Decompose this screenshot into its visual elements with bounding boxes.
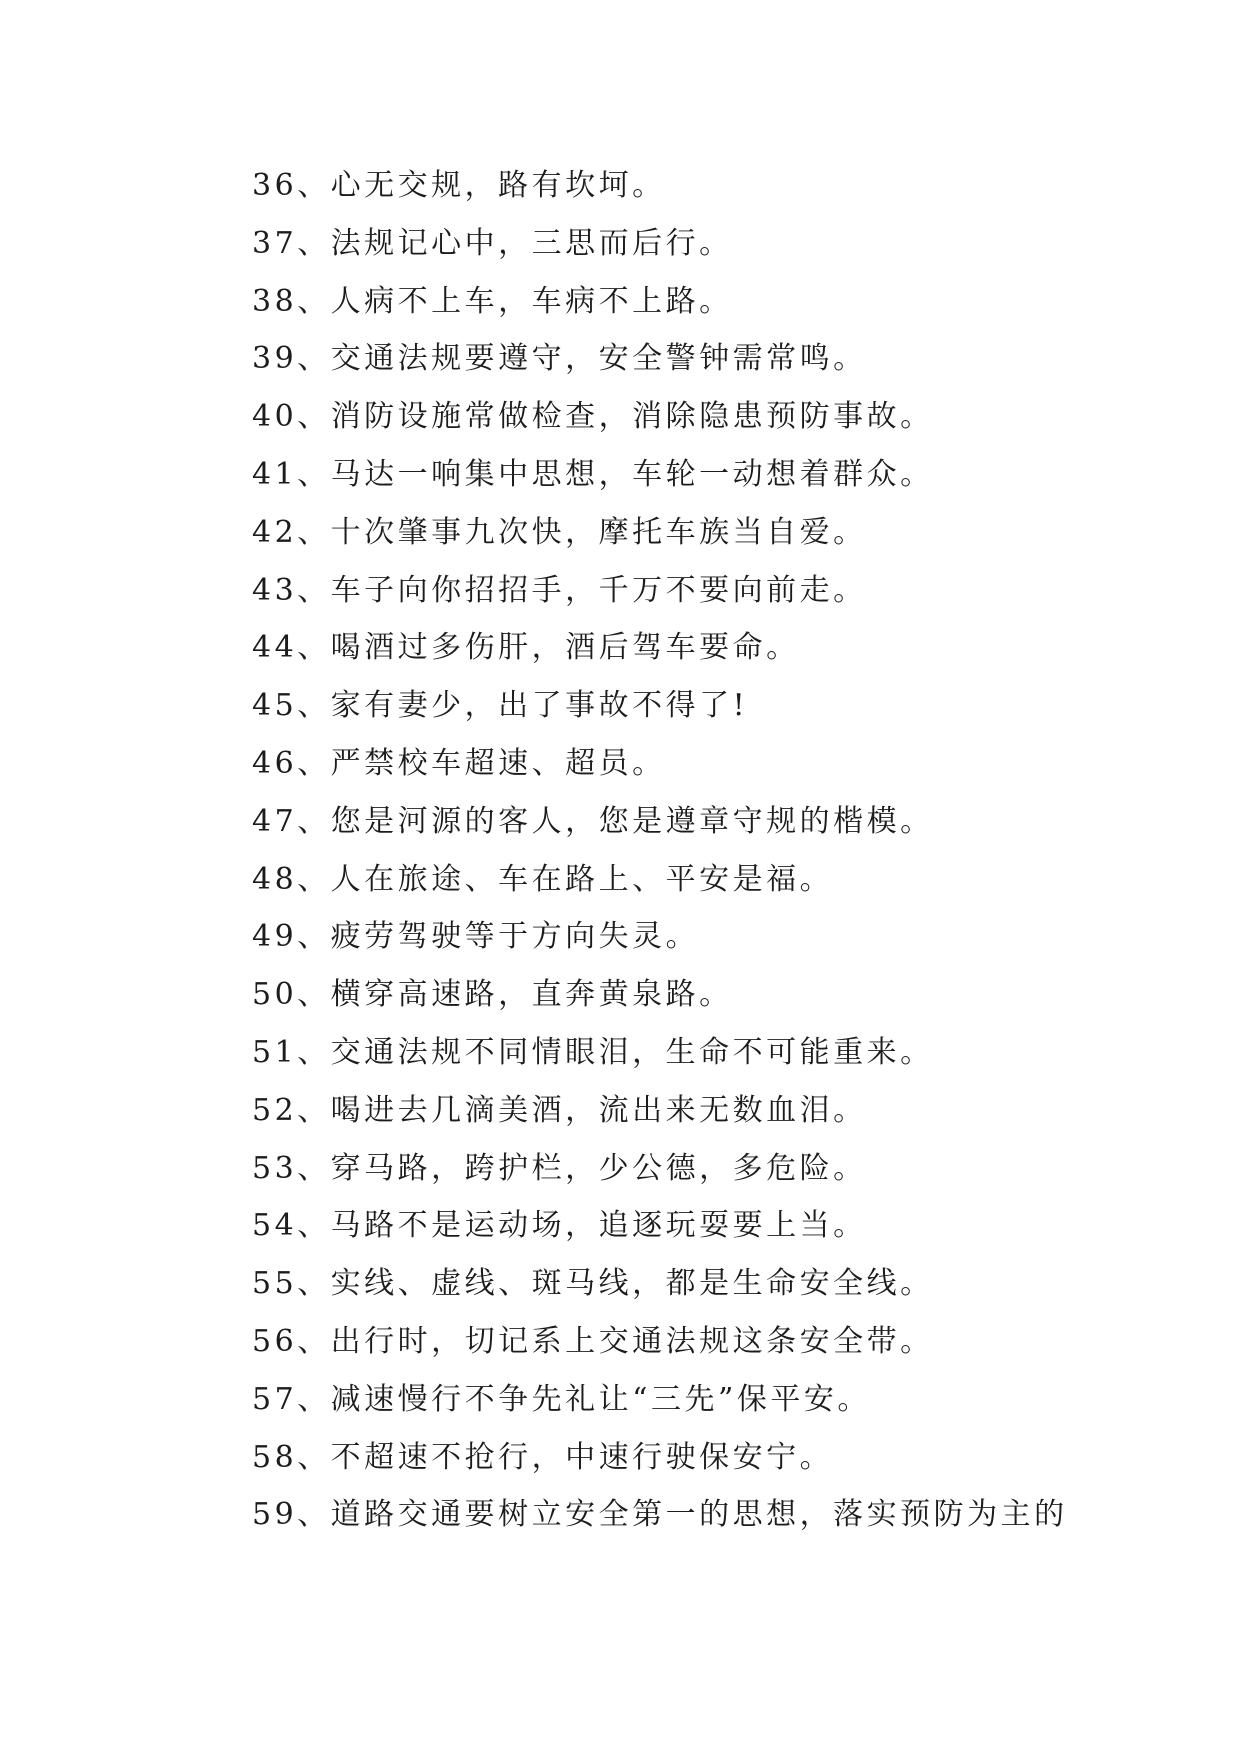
slogan-item: 36、心无交规，路有坎坷。 bbox=[252, 168, 666, 203]
slogan-item: 42、十次肇事九次快，摩托车族当自爱。 bbox=[252, 514, 867, 550]
slogan-item: 40、消防设施常做检查，消除隐患预防事故。 bbox=[252, 399, 934, 435]
slogan-item: 51、交通法规不同情眼泪，生命不可能重来。 bbox=[252, 1034, 934, 1070]
slogan-item: 39、交通法规要遵守，安全警钟需常鸣。 bbox=[252, 341, 867, 377]
slogan-item: 52、喝进去几滴美酒，流出来无数血泪。 bbox=[252, 1092, 867, 1128]
slogan-item: 58、不超速不抢行，中速行驶保安宁。 bbox=[252, 1439, 834, 1475]
slogan-list bbox=[252, 157, 1152, 1544]
slogan-item: 45、家有妻少，出了事故不得了! bbox=[252, 688, 749, 724]
slogan-item: 38、人病不上车，车病不上路。 bbox=[252, 283, 733, 319]
slogan-item: 55、实线、虚线、斑马线，都是生命安全线。 bbox=[252, 1266, 934, 1302]
slogan-item: 54、马路不是运动场，追逐玩耍要上当。 bbox=[252, 1208, 867, 1244]
slogan-item: 59、道路交通要树立安全第一的思想，落实预防为主的 bbox=[252, 1497, 1068, 1533]
slogan-item: 48、人在旅途、车在路上、平安是福。 bbox=[252, 861, 834, 897]
slogan-item: 41、马达一响集中思想，车轮一动想着群众。 bbox=[252, 456, 934, 492]
slogan-item: 57、减速慢行不争先礼让“三先”保平安。 bbox=[252, 1381, 871, 1417]
slogan-item: 49、疲劳驾驶等于方向失灵。 bbox=[252, 919, 700, 955]
slogan-item: 37、法规记心中，三思而后行。 bbox=[252, 225, 733, 261]
slogan-item: 56、出行时，切记系上交通法规这条安全带。 bbox=[252, 1323, 934, 1359]
slogan-item: 44、喝酒过多伤肝，酒后驾车要命。 bbox=[252, 630, 800, 666]
slogan-item: 46、严禁校车超速、超员。 bbox=[252, 745, 666, 781]
slogan-item: 53、穿马路，跨护栏，少公德，多危险。 bbox=[252, 1150, 867, 1186]
slogan-item: 47、您是河源的客人，您是遵章守规的楷模。 bbox=[252, 803, 934, 839]
slogan-item: 50、横穿高速路，直奔黄泉路。 bbox=[252, 977, 733, 1013]
slogan-item: 43、车子向你招招手，千万不要向前走。 bbox=[252, 572, 867, 608]
